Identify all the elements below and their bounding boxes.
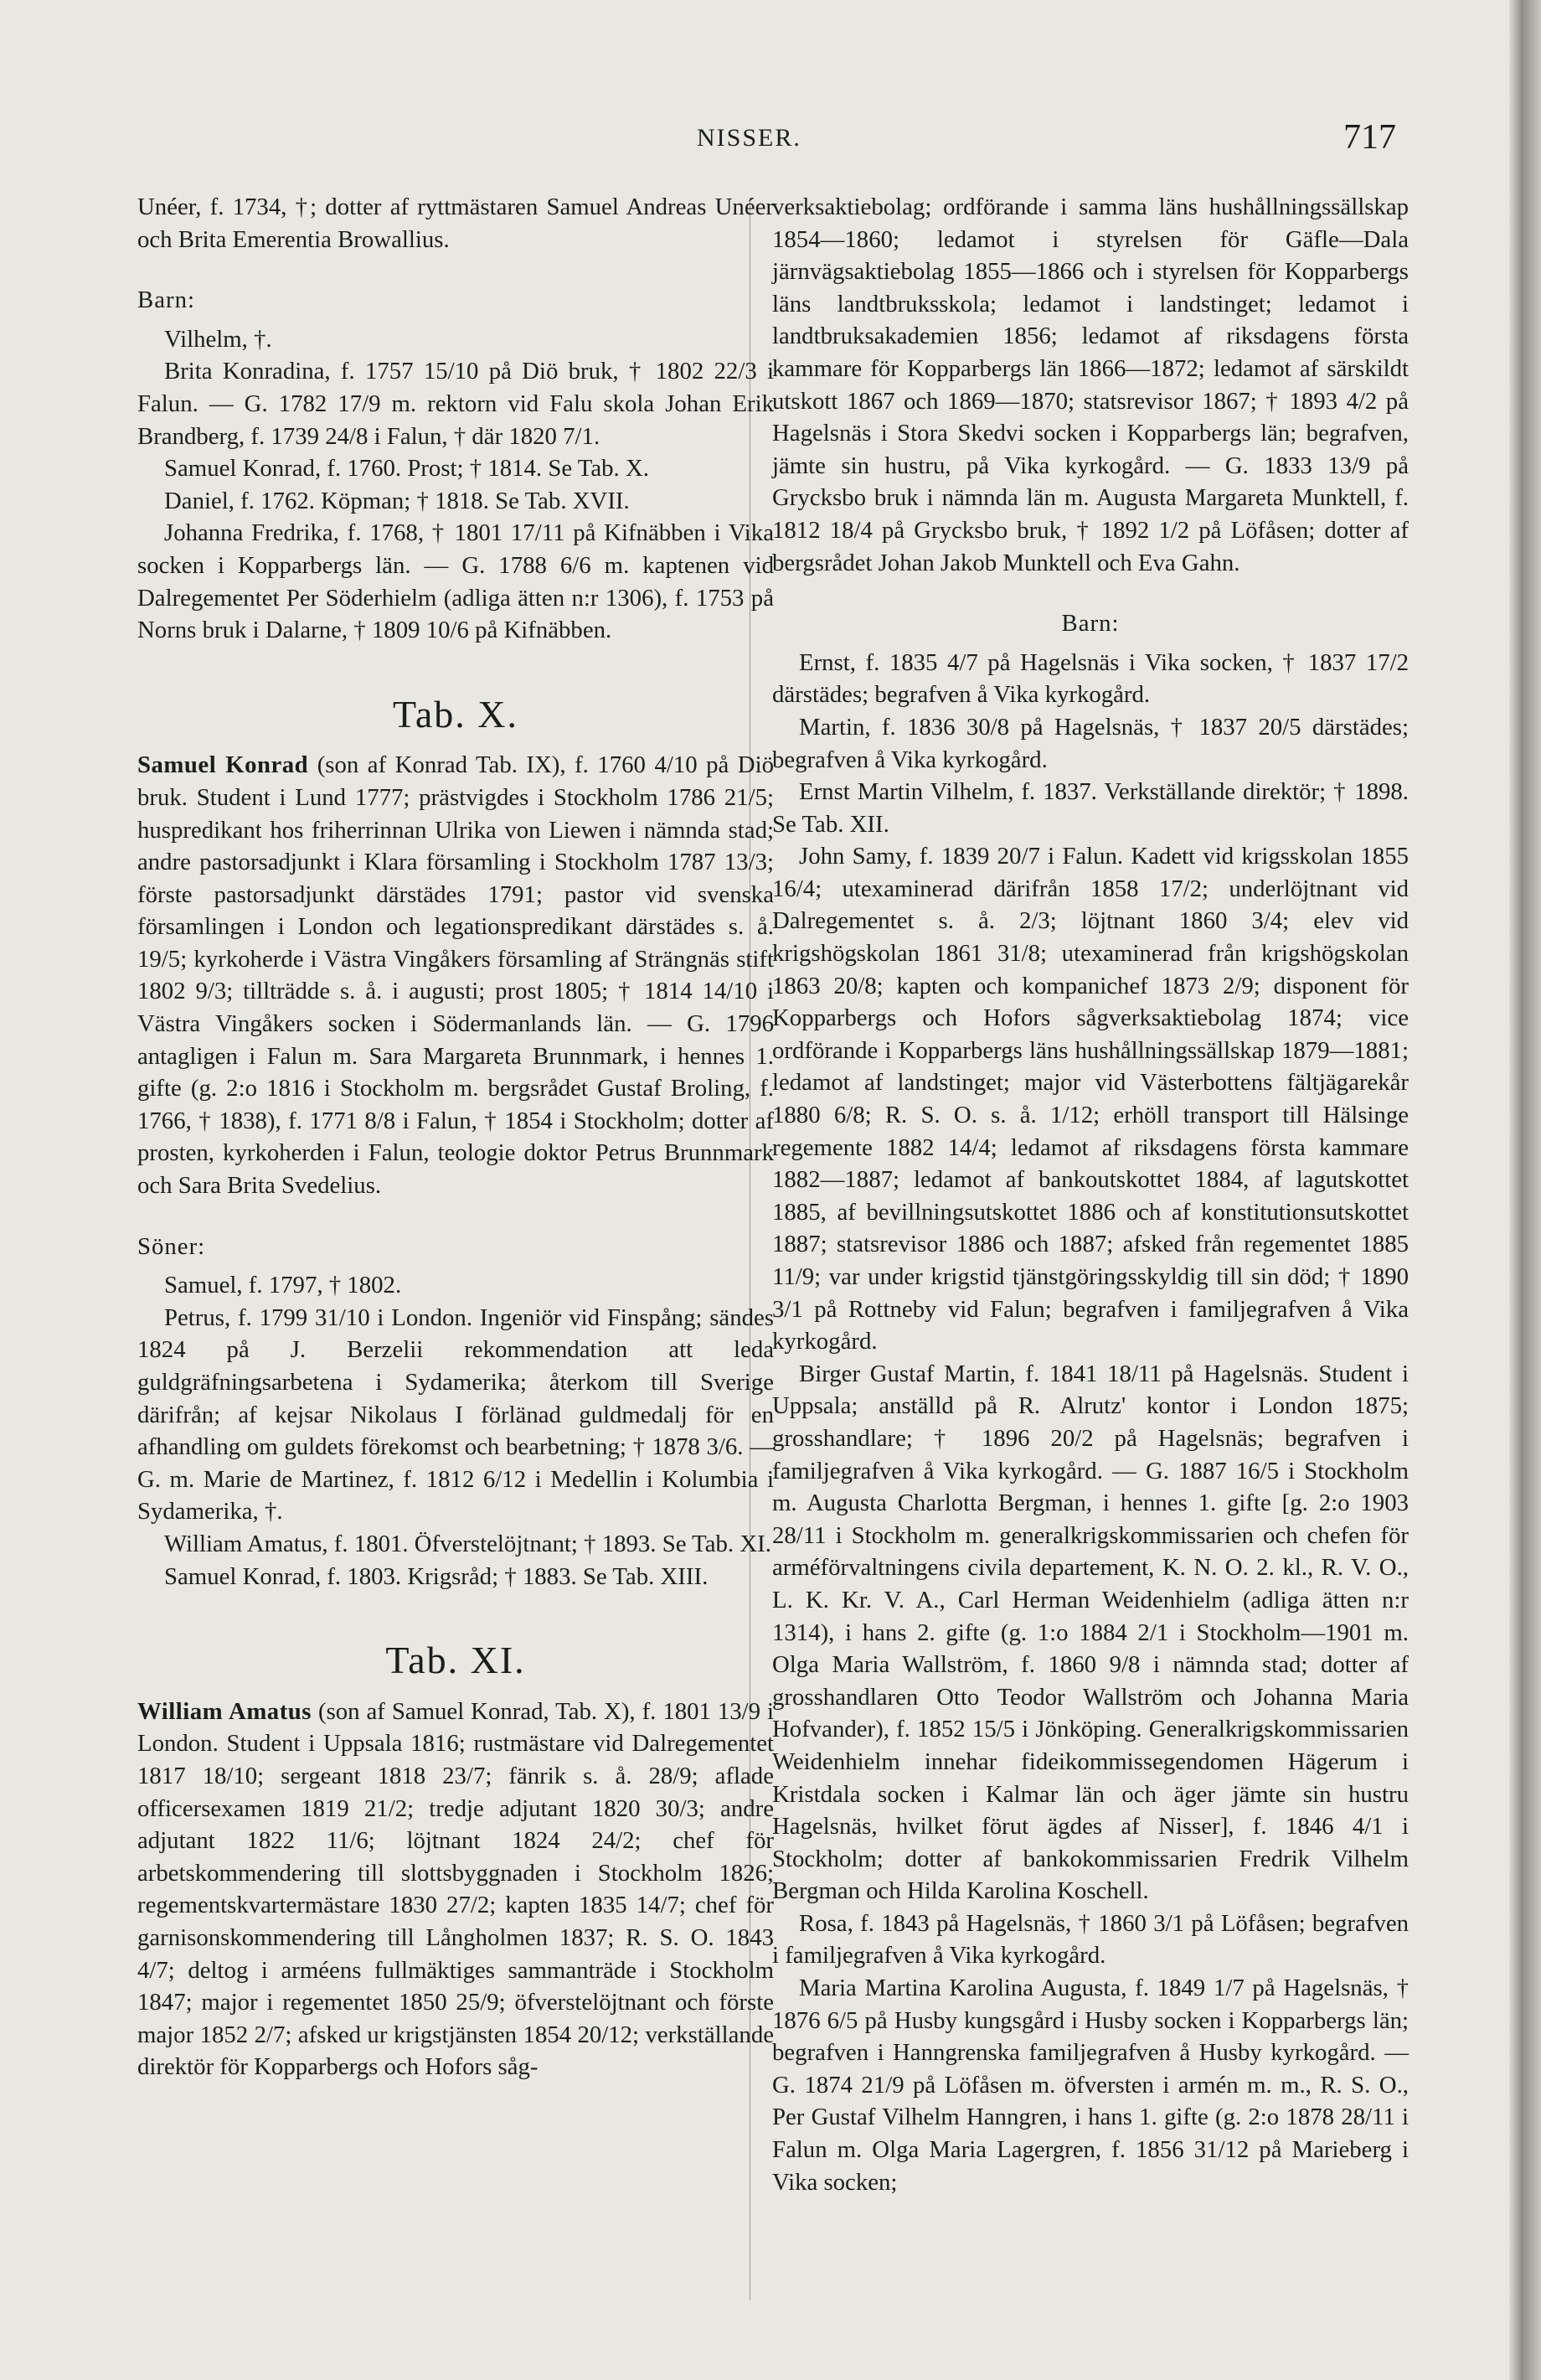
child-entry: Ernst, f. 1835 4/7 på Hagelsnäs i Vika socken, † 1837 17/2 därstädes; begrafven å Vika kyrkogård. <box>772 648 1409 709</box>
child-entry: Vilhelm, †. <box>164 325 272 353</box>
child-entry: Brita Konradina, f. 1757 15/10 på Diö bruk, † 1802 22/3 i Falun. — G. 1782 17/9 m. rektorn vid Falu skola Johan Erik Brandberg, f. 1739 24/8 i Falun, † där 1820 7/1. <box>137 358 774 450</box>
biography-text: (son af Samuel Konrad, Tab. X), f. 1801 13/9 i London. Student i Uppsala 1816; rustmästare vid Dalregementet 1817 18/10; sergeant 1818 23/7; fänrik s. å. 28/9; aflade officersexamen 1819 21/2; tredje adjutant 1820 30/3; andre adjutant 1822 11/6; löjtnant 1824 24/2; chef för arbetskommendering till slottsbyggnaden i Stockholm 1826; regementskvartermästare 1830 27/2; kapten 1835 14/7; chef för garnisonskommendering till Långholmen 1837; R. S. O. 1843 4/7; deltog i arméens fullmäktiges sammanträde i Stockholm 1847; major i regementet 1850 25/9; öfverstelöjtnant och förste major 1852 2/7; afsked ur krigstjänsten 1854 20/12; verkställande direktör för Kopparbergs och Hofors såg- <box>137 1697 774 2081</box>
page-number: 717 <box>1343 118 1396 157</box>
child-entry: Birger Gustaf Martin, f. 1841 18/11 på Hagelsnäs. Student i Uppsala; anställd på R. Alrutz' kontor i London 1875; grosshandlare; † 1896 20/2 på Hagelsnäs; begrafven i familjegrafven å Vika kyrkogård. — G. 1887 16/5 i Stockholm m. Augusta Charlotta Bergman, i hennes 1. gifte [g. 2:o 1903 28/11 i Stockholm m. generalkrigskommissarien och chefen för arméförvaltningens civila departement, K. N. O. 2. kl., R. V. O., L. K. Kr. V. A., Carl Herman Weidenhielm (adliga ätten n:r 1314), i hans 2. gifte (g. 1:o 1884 2/1 i Stockholm—1901 m. Olga Maria Wallström, f. 1860 9/8 i nämnda stad; dotter af grosshandlaren Otto Teodor Wallström och Johanna Maria Hofvander), f. 1852 15/5 i Jönköping. Generalkrigskommissarien Weidenhielm innehar fideikommissegendomen Hägerum i Kristdala socken i Kalmar län och äger jämte sin hustru Hagelsnäs, hvilket förut ägdes af Nisser], f. 1846 4/1 i Stockholm; dotter af bankokommissarien Fredrik Vilhelm Bergman och Hilda Karolina Koschell. <box>772 1360 1409 1905</box>
soner-label: Söner: <box>137 1232 206 1260</box>
child-entry: Johanna Fredrika, f. 1768, † 1801 17/11 på Kifnäbben i Vika socken i Kopparbergs län. — G. 1788 6/6 m. kaptenen vid Dalregementet Per Söderhielm (adliga ätten n:r 1306), f. 1753 på Norns bruk i Dalarne, † 1809 10/6 på Kifnäbben. <box>137 519 774 644</box>
barn-label: Barn: <box>137 287 195 314</box>
son-entry: William Amatus, f. 1801. Öfverstelöjtnant; † 1893. Se Tab. XI. <box>164 1530 771 1557</box>
child-entry: John Samy, f. 1839 20/7 i Falun. Kadett vid krigsskolan 1855 16/4; utexaminerad därifrån 1858 17/2; underlöjtnant vid Dalregementet s. å. 2/3; löjtnant 1860 3/4; elev vid krigshögskolan 1861 31/8; utexaminerad från krigshögskolan 1863 20/8; kapten och kompanichef 1873 2/9; disponent för Kopparbergs och Hofors sågverksaktiebolag 1874; vice ordförande i Kopparbergs läns hushållningssällskap 1879—1881; ledamot af landstinget; major vid Västerbottens fältjägarekår 1880 6/8; R. S. O. s. å. 1/12; erhöll transport till Hälsinge regemente 1882 14/4; ledamot af riksdagens första kammare 1882—1887; ledamot af bankoutskottet 1884, af lagutskottet 1885, af bevillningsutskottet 1886 och af konstitutionsutskottet 1887; statsrevisor 1886 och 1887; afsked från regementet 1885 11/9; var under krigstid tjänstgöringsskyldig till sin död; † 1890 3/1 på Rottneby vid Falun; begrafven i familjegrafven å Vika kyrkogård. <box>772 843 1409 1355</box>
person-name: Samuel Konrad <box>137 751 309 779</box>
section-heading-tab-xi: Tab. XI. <box>385 1639 526 1682</box>
intro-paragraph: Unéer, f. 1734, †; dotter af ryttmästaren Samuel Andreas Unéer och Brita Emerentia Browallius. <box>137 194 774 253</box>
child-entry: Rosa, f. 1843 på Hagelsnäs, † 1860 3/1 på Löfåsen; begrafven i familjegrafven å Vika kyrkogård. <box>772 1909 1409 1970</box>
section-body-tab-x <box>137 749 774 1201</box>
child-entry: Samuel Konrad, f. 1760. Prost; † 1814. Se Tab. X. <box>164 455 649 483</box>
child-entry: Martin, f. 1836 30/8 på Hagelsnäs, † 1837 20/5 därstädes; begrafven å Vika kyrkogård. <box>772 713 1409 773</box>
page-edge <box>1509 0 1541 2380</box>
left-column <box>137 191 774 2083</box>
section-heading-tab-x: Tab. X. <box>392 692 519 736</box>
son-entry: Petrus, f. 1799 31/10 i London. Ingeniör vid Finspång; sändes 1824 på J. Berzelii rekommendation att leda guldgräfningsarbetena i Sydamerika; återkom till Sverige därifrån; af kejsar Nikolaus I förlänad guldmedalj för en afhandling om guldets förekomst och bearbetning; † 1878 3/6. — G. m. Marie de Martinez, f. 1812 6/12 i Medellin i Kolumbia i Sydamerika, †. <box>137 1304 774 1526</box>
child-entry: Maria Martina Karolina Augusta, f. 1849 1/7 på Hagelsnäs, † 1876 6/5 på Husby kungsgård i Husby socken i Kopparbergs län; begrafven i Hanngrenska familjegrafven å Husby kyrkogård. — G. 1874 21/9 på Löfåsen m. öfversten i armén m. m., R. S. O., Per Gustaf Vilhelm Hanngren, i hans 1. gifte (g. 2:o 1878 28/11 i Falun m. Olga Maria Lagergren, f. 1856 31/12 på Marieberg i Vika socken; <box>772 1975 1409 2196</box>
right-column <box>772 191 1409 2198</box>
son-entry: Samuel Konrad, f. 1803. Krigsråd; † 1883. Se Tab. XIII. <box>164 1562 709 1590</box>
biography-text: (son af Konrad Tab. IX), f. 1760 4/10 på Diö bruk. Student i Lund 1777; prästvigdes i Stockholm 1786 21/5; huspredikant hos friherrinnan Ulrika von Liewen i nämnda stad; andre pastorsadjunkt i Klara församling i Stockholm 1787 13/3; förste pastorsadjunkt därstädes 1791; pastor vid svenska församlingen i London och legationspredikant därstädes s. å. 19/5; kyrkoherde i Västra Vingåkers församling af Strängnäs stift 1802 9/3; tillträdde s. å. i augusti; prost 1805; † 1814 14/10 i Västra Vingåkers socken i Södermanlands län. — G. 1796 antagligen i Falun m. Sara Margareta Brunnmark, i hennes 1. gifte (g. 2:o 1816 i Stockholm m. bergsrådet Gustaf Broling, f. 1766, † 1838), f. 1771 8/8 i Falun, † 1854 i Stockholm; dotter af prosten, kyrkoherden i Falun, teologie doktor Petrus Brunnmark och Sara Brita Svedelius. <box>137 751 774 1200</box>
child-entry: Ernst Martin Vilhelm, f. 1837. Verkställande direktör; † 1898. Se Tab. XII. <box>772 778 1409 838</box>
son-entry: Samuel, f. 1797, † 1802. <box>164 1272 402 1299</box>
running-head: NISSER. <box>697 124 801 152</box>
section-body-tab-xi <box>137 1696 774 2083</box>
barn-label: Barn: <box>1061 610 1120 638</box>
continuation-paragraph: verksaktiebolag; ordförande i samma läns hushållningssällskap 1854—1860; ledamot i styrelsen för Gäfle—Dala järnvägsaktiebolag 1855—1866 och i styrelsen för Kopparbergs läns landtbruksskola; ledamot i landstinget; ledamot i landtbruksakademien 1856; ledamot af riksdagens första kammare för Kopparbergs län 1866—1872; ledamot af särskildt utskott 1867 och 1869—1870; statsrevisor 1867; † 1893 4/2 på Hagelsnäs i Stora Skedvi socken i Kopparbergs län; begrafven, jämte sin hustru, på Vika kyrkogård. — G. 1833 13/9 på Grycksbo bruk i nämnda län m. Augusta Margareta Munktell, f. 1812 18/4 på Grycksbo bruk, † 1892 1/2 på Löfåsen; dotter af bergsrådet Johan Jakob Munktell och Eva Gahn. <box>772 194 1409 576</box>
person-name: William Amatus <box>137 1697 312 1725</box>
child-entry: Daniel, f. 1762. Köpman; † 1818. Se Tab. XVII. <box>164 487 630 514</box>
